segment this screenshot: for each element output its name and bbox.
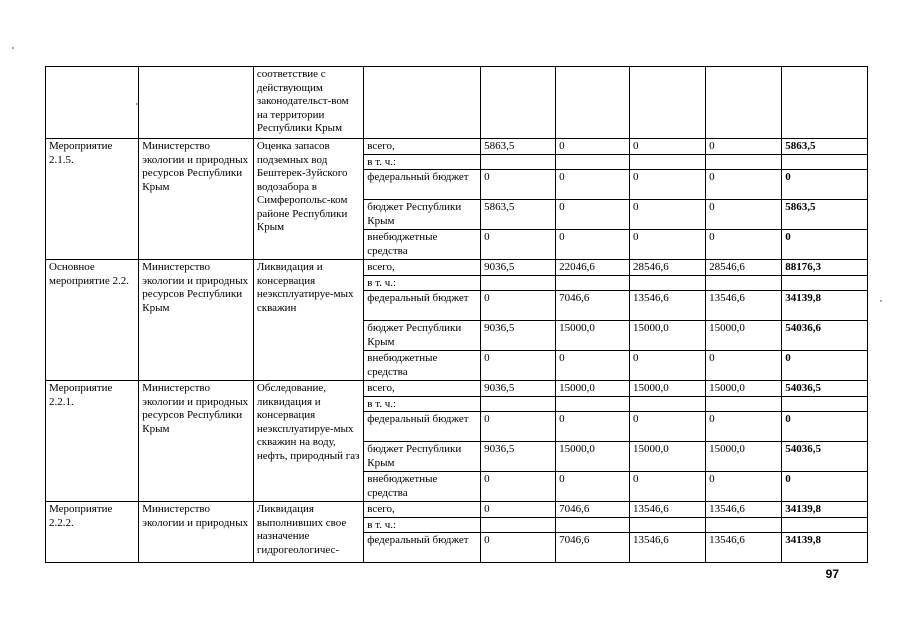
total-cell <box>782 154 868 170</box>
table-cell <box>556 67 630 139</box>
scan-speck <box>12 47 14 49</box>
activity-code-cell: Мероприятие 2.2.2. <box>46 502 139 563</box>
value-cell: 15000,0 <box>630 381 706 397</box>
value-cell: 0 <box>481 291 556 321</box>
value-cell: 0 <box>481 502 556 518</box>
value-cell <box>630 396 706 412</box>
total-cell: 0 <box>782 472 868 502</box>
value-cell: 7046,6 <box>556 533 630 563</box>
value-cell: 0 <box>630 230 706 260</box>
value-cell: 0 <box>706 351 782 381</box>
table-row <box>46 502 868 518</box>
value-cell: 7046,6 <box>556 291 630 321</box>
value-cell: 5863,5 <box>481 139 556 155</box>
funding-source-cell: бюджет Республики Крым <box>364 442 481 472</box>
funding-source-cell: всего, <box>364 139 481 155</box>
funding-source-cell: в т. ч.: <box>364 154 481 170</box>
table-cell <box>364 67 481 139</box>
value-cell: 0 <box>706 412 782 442</box>
value-cell: 7046,6 <box>556 502 630 518</box>
value-cell: 0 <box>630 412 706 442</box>
value-cell: 0 <box>630 200 706 230</box>
value-cell: 0 <box>706 170 782 200</box>
page-number: 97 <box>825 567 839 581</box>
executor-cell: Министерство экологии и природных ресурсов Республики Крым <box>139 139 254 260</box>
value-cell <box>630 275 706 291</box>
funding-source-cell: внебюджетные средства <box>364 472 481 502</box>
value-cell: 15000,0 <box>706 381 782 397</box>
funding-source-cell: внебюджетные средства <box>364 351 481 381</box>
funding-source-cell: всего, <box>364 260 481 276</box>
budget-table <box>45 66 868 563</box>
activity-description-cell: Ликвидация и консервация неэксплуатируе-мых скважин <box>253 260 363 381</box>
value-cell: 0 <box>556 170 630 200</box>
total-cell <box>782 517 868 533</box>
value-cell <box>706 396 782 412</box>
funding-source-cell: в т. ч.: <box>364 275 481 291</box>
value-cell: 0 <box>630 351 706 381</box>
total-cell: 54036,5 <box>782 442 868 472</box>
total-cell: 34139,8 <box>782 502 868 518</box>
activity-description-cell: Обследование, ликвидация и консервация неэксплуатируе-мых скважин на воду, нефть, природный газ <box>253 381 363 502</box>
executor-cell: Министерство экологии и природных <box>139 502 254 563</box>
scan-speck <box>880 300 882 302</box>
value-cell: 0 <box>706 200 782 230</box>
total-cell: 5863,5 <box>782 139 868 155</box>
value-cell: 9036,5 <box>481 321 556 351</box>
total-cell: 34139,8 <box>782 533 868 563</box>
table-row <box>46 260 868 276</box>
value-cell: 0 <box>481 351 556 381</box>
table-cell <box>46 67 139 139</box>
value-cell: 0 <box>556 472 630 502</box>
value-cell <box>556 154 630 170</box>
total-cell <box>782 396 868 412</box>
total-cell: 0 <box>782 412 868 442</box>
value-cell: 0 <box>556 230 630 260</box>
total-cell: 0 <box>782 170 868 200</box>
activity-code-cell: Основное мероприятие 2.2. <box>46 260 139 381</box>
value-cell: 15000,0 <box>630 442 706 472</box>
value-cell: 15000,0 <box>706 321 782 351</box>
value-cell: 0 <box>706 230 782 260</box>
total-cell: 5863,5 <box>782 200 868 230</box>
table-cell <box>481 67 556 139</box>
value-cell: 0 <box>630 139 706 155</box>
value-cell <box>481 154 556 170</box>
activity-code-cell: Мероприятие 2.1.5. <box>46 139 139 260</box>
value-cell: 0 <box>706 472 782 502</box>
total-cell <box>782 275 868 291</box>
value-cell: 15000,0 <box>706 442 782 472</box>
activity-code-cell: Мероприятие 2.2.1. <box>46 381 139 502</box>
funding-source-cell: бюджет Республики Крым <box>364 200 481 230</box>
table-cell <box>706 67 782 139</box>
executor-cell: Министерство экологии и природных ресурсов Республики Крым <box>139 381 254 502</box>
value-cell: 0 <box>481 472 556 502</box>
value-cell: 0 <box>481 412 556 442</box>
executor-cell: Министерство экологии и природных ресурсов Республики Крым <box>139 260 254 381</box>
value-cell: 0 <box>556 139 630 155</box>
value-cell: 9036,5 <box>481 442 556 472</box>
scan-speck <box>136 103 138 105</box>
table-cell <box>139 67 254 139</box>
value-cell <box>706 517 782 533</box>
funding-source-cell: в т. ч.: <box>364 396 481 412</box>
value-cell <box>481 396 556 412</box>
table-row <box>46 381 868 397</box>
funding-source-cell: федеральный бюджет <box>364 412 481 442</box>
table-row <box>46 139 868 155</box>
total-cell: 0 <box>782 230 868 260</box>
value-cell: 9036,5 <box>481 381 556 397</box>
total-cell: 0 <box>782 351 868 381</box>
activity-description-cell: Оценка запасов подземных вод Бештерек-Зуйского водозабора в Симферопольс-ком районе Республики Крым <box>253 139 363 260</box>
funding-source-cell: федеральный бюджет <box>364 170 481 200</box>
value-cell: 0 <box>630 472 706 502</box>
value-cell: 0 <box>481 230 556 260</box>
value-cell: 0 <box>556 412 630 442</box>
total-cell: 88176,3 <box>782 260 868 276</box>
value-cell <box>481 517 556 533</box>
funding-source-cell: всего, <box>364 381 481 397</box>
funding-source-cell: внебюджетные средства <box>364 230 481 260</box>
value-cell: 13546,6 <box>630 291 706 321</box>
funding-source-cell: федеральный бюджет <box>364 291 481 321</box>
value-cell: 15000,0 <box>556 321 630 351</box>
value-cell <box>706 275 782 291</box>
value-cell: 13546,6 <box>630 533 706 563</box>
value-cell: 13546,6 <box>706 533 782 563</box>
value-cell: 28546,6 <box>630 260 706 276</box>
table-cell <box>630 67 706 139</box>
value-cell: 0 <box>630 170 706 200</box>
value-cell: 15000,0 <box>630 321 706 351</box>
value-cell <box>556 275 630 291</box>
value-cell: 13546,6 <box>630 502 706 518</box>
value-cell: 15000,0 <box>556 442 630 472</box>
value-cell: 0 <box>556 351 630 381</box>
value-cell: 15000,0 <box>556 381 630 397</box>
table-row <box>46 67 868 139</box>
value-cell: 0 <box>556 200 630 230</box>
table-cell <box>782 67 868 139</box>
value-cell <box>481 275 556 291</box>
funding-source-cell: бюджет Республики Крым <box>364 321 481 351</box>
value-cell: 13546,6 <box>706 291 782 321</box>
value-cell <box>630 517 706 533</box>
funding-source-cell: в т. ч.: <box>364 517 481 533</box>
total-cell: 54036,5 <box>782 381 868 397</box>
value-cell <box>556 396 630 412</box>
table-cell: соответствие с действующим законодательст-вом на территории Республики Крым <box>253 67 363 139</box>
total-cell: 34139,8 <box>782 291 868 321</box>
value-cell <box>630 154 706 170</box>
value-cell: 5863,5 <box>481 200 556 230</box>
total-cell: 54036,6 <box>782 321 868 351</box>
activity-description-cell: Ликвидация выполнивших свое назначение гидрогеологичес- <box>253 502 363 563</box>
value-cell: 0 <box>481 170 556 200</box>
value-cell <box>706 154 782 170</box>
funding-source-cell: всего, <box>364 502 481 518</box>
value-cell: 0 <box>481 533 556 563</box>
value-cell: 22046,6 <box>556 260 630 276</box>
funding-source-cell: федеральный бюджет <box>364 533 481 563</box>
value-cell: 28546,6 <box>706 260 782 276</box>
value-cell: 0 <box>706 139 782 155</box>
value-cell: 9036,5 <box>481 260 556 276</box>
value-cell: 13546,6 <box>706 502 782 518</box>
value-cell <box>556 517 630 533</box>
